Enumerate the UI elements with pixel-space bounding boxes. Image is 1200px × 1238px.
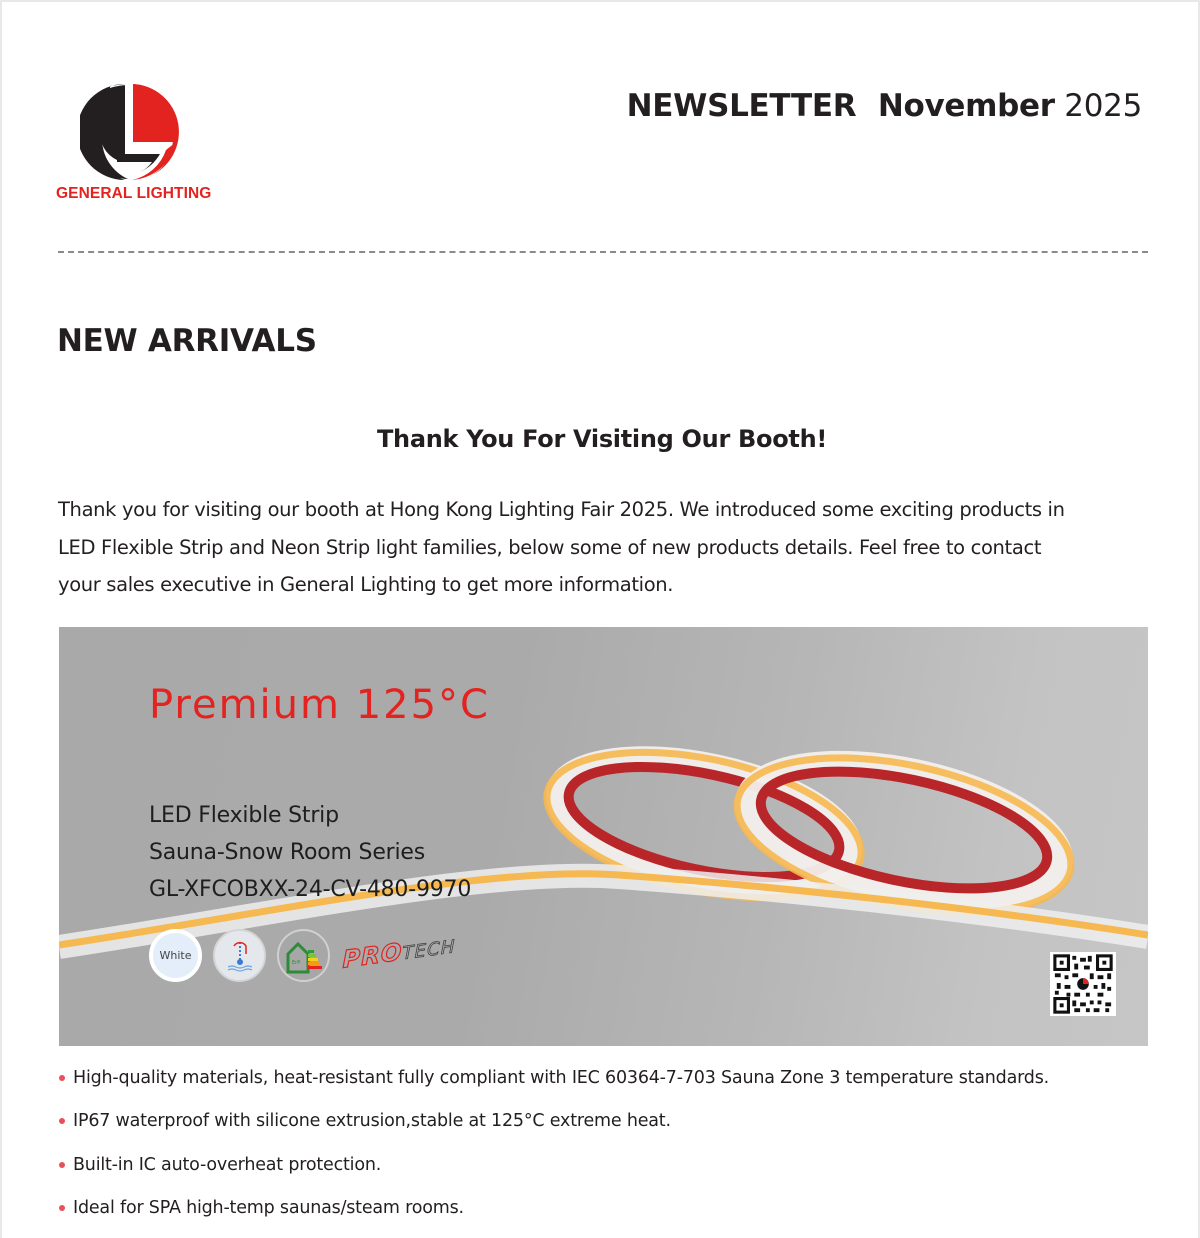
newsletter-month: November: [877, 88, 1055, 124]
qr-code-icon[interactable]: [1050, 952, 1116, 1016]
color-white-badge-icon: [149, 929, 202, 982]
feature-item: Built-in IC auto-overheat protection.: [58, 1151, 1158, 1194]
banner-product-info: [149, 797, 471, 908]
intro-line: LED Flexible Strip and Neon Strip light families, below some of new products details. Feel free to contact: [58, 535, 1042, 559]
svg-text:ErP: ErP: [291, 959, 300, 966]
bullet-dot-icon: [59, 1075, 65, 1081]
feature-list: [58, 1064, 1158, 1237]
bullet-dot-icon: [59, 1162, 65, 1168]
product-code: GL-XFCOBXX-24-CV-480-9970: [149, 877, 472, 902]
newsletter-title: [627, 88, 1142, 124]
newsletter-label: NEWSLETTER: [626, 88, 857, 124]
gl-circle-logo-icon: [80, 82, 180, 182]
intro-line: Thank you for visiting our booth at Hong Kong Lighting Fair 2025. We introduced some exciting products in: [58, 498, 1065, 521]
product-series: Sauna-Snow Room Series: [149, 840, 426, 865]
feature-item: IP67 waterproof with silicone extrusion,stable at 125°C extreme heat.: [58, 1107, 1158, 1150]
product-banner[interactable]: [59, 627, 1148, 1046]
dashed-divider: [58, 251, 1148, 253]
brand-logo[interactable]: [56, 82, 212, 207]
product-family: LED Flexible Strip: [149, 803, 339, 828]
protech-logo: PROTECH: [342, 935, 456, 974]
feature-item: Ideal for SPA high-temp saunas/steam rooms.: [58, 1194, 1158, 1237]
bullet-dot-icon: [59, 1118, 65, 1124]
feature-badges: [149, 929, 455, 982]
section-title: NEW ARRIVALS: [57, 323, 317, 359]
article-title: Thank You For Visiting Our Booth!: [376, 425, 828, 453]
feature-item: High-quality materials, heat-resistant fully compliant with IEC 60364-7-703 Sauna Zone 3 temperature standards.: [58, 1064, 1158, 1107]
bullet-dot-icon: [59, 1205, 65, 1211]
brand-name: GENERAL LIGHTING: [56, 185, 212, 202]
intro-line: your sales executive in General Lighting to get more information.: [58, 573, 674, 596]
erp-energy-label-icon: [277, 929, 330, 982]
badge-label: White: [159, 949, 192, 962]
banner-headline: Premium 125°C: [149, 682, 490, 728]
temperature-range-icon: [213, 929, 266, 982]
intro-paragraph: [58, 491, 1153, 604]
newsletter-year: 2025: [1064, 88, 1142, 124]
